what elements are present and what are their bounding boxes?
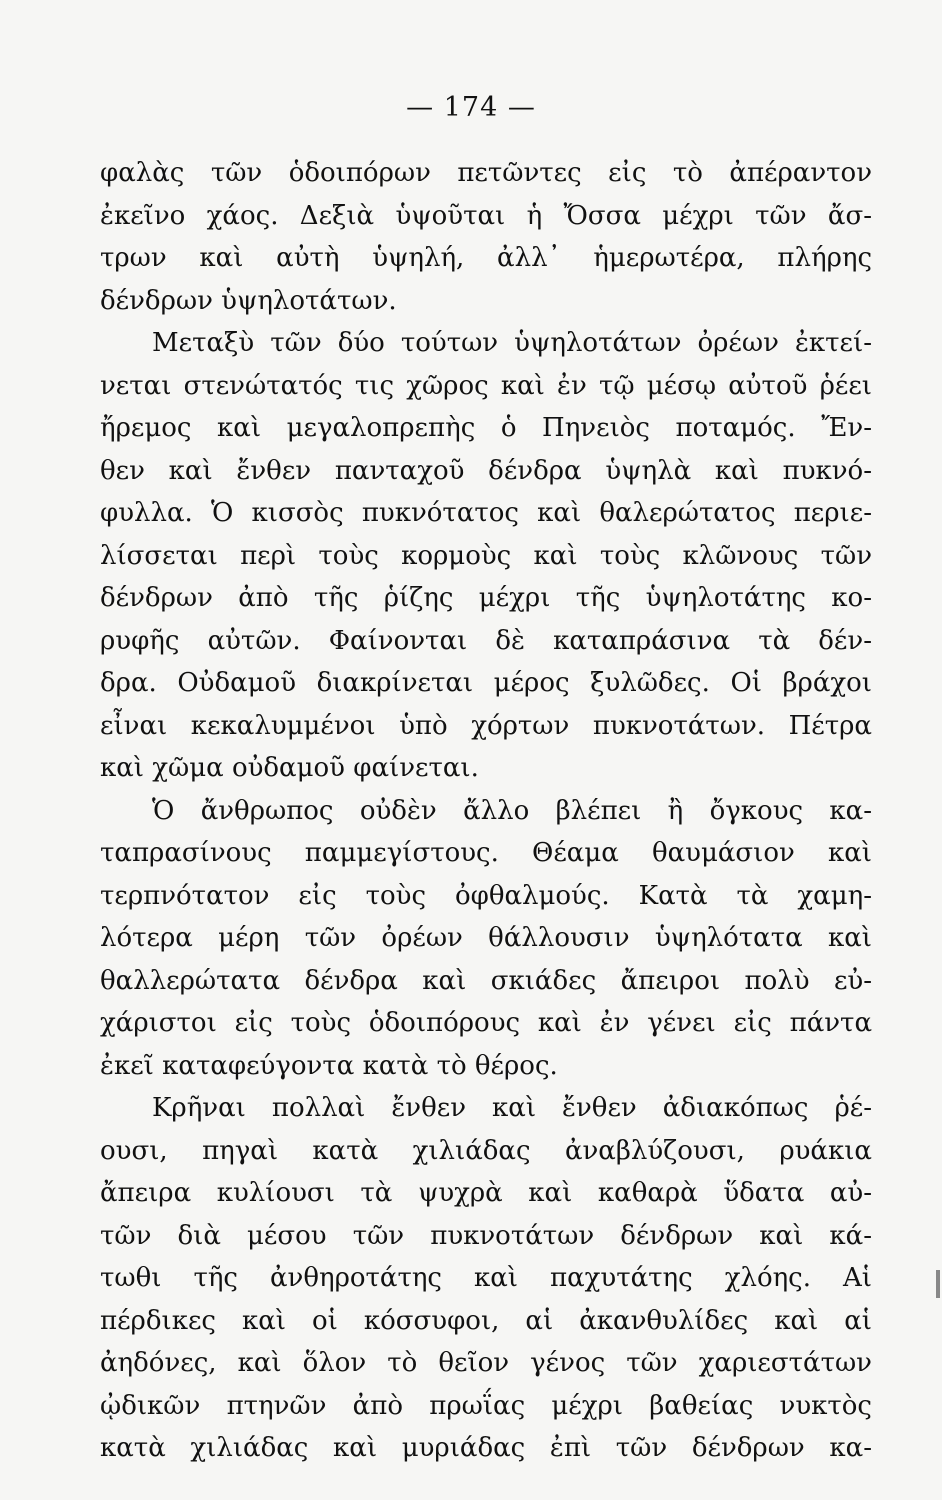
text-line: φαλὰς τῶν ὁδοιπόρων πετῶντες εἰς τὸ ἀπέραντον (100, 158, 872, 188)
text-line: ρυφῆς αὐτῶν. Φαίνονται δὲ καταπράσινα τὰ δέν- (100, 625, 872, 656)
text-line: ἐκεῖ καταφεύγοντα κατὰ τὸ θέρος. (100, 1050, 558, 1081)
text-line: πέρδικες καὶ οἱ κόσσυφοι, αἱ ἀκανθυλίδες καὶ αἱ (100, 1305, 872, 1336)
text-line: ἤρεμος καὶ μεγαλοπρεπὴς ὁ Πηνειὸς ποταμός. Ἔν- (100, 413, 872, 443)
text-line: ταπρασίνους παμμεγίστους. Θέαμα θαυμάσιον καὶ (100, 838, 872, 868)
text-line: κατὰ χιλιάδας καὶ μυριάδας ἐπὶ τῶν δένδρων κα- (100, 1433, 872, 1463)
body-text (100, 152, 872, 1470)
text-line: λότερα μέρη τῶν ὀρέων θάλλουσιν ὑψηλότατα καὶ (100, 923, 872, 953)
text-line: καὶ χῶμα οὐδαμοῦ φαίνεται. (100, 753, 479, 783)
text-line: θεν καὶ ἔνθεν πανταχοῦ δένδρα ὑψηλὰ καὶ πυκνό- (100, 455, 872, 486)
text-line: φυλλα. Ὁ κισσὸς πυκνότατος καὶ θαλερώτατος περιε- (100, 498, 872, 528)
page-edge-mark (936, 1270, 940, 1298)
text-line: Μεταξὺ τῶν δύο τούτων ὑψηλοτάτων ὀρέων ἐκτεί- (152, 328, 872, 358)
text-line: δένδρων ἀπὸ τῆς ῥίζης μέχρι τῆς ὑψηλοτάτης κο- (100, 583, 872, 613)
text-line: ἄπειρα κυλίουσι τὰ ψυχρὰ καὶ καθαρὰ ὕδατα αὐ- (100, 1178, 872, 1208)
text-line: θαλλερώτατα δένδρα καὶ σκιάδες ἄπειροι πολὺ εὐ- (100, 965, 872, 996)
text-line: δένδρων ὑψηλοτάτων. (100, 285, 397, 316)
text-line: ἀηδόνες, καὶ ὅλον τὸ θεῖον γένος τῶν χαριεστάτων (100, 1348, 872, 1378)
text-line: εἶναι κεκαλυμμένοι ὑπὸ χόρτων πυκνοτάτων. Πέτρα (100, 710, 872, 741)
text-line: λίσσεται περὶ τοὺς κορμοὺς καὶ τοὺς κλῶνους τῶν (100, 540, 872, 571)
text-line: νεται στενώτατός τις χῶρος καὶ ἐν τῷ μέσῳ αὐτοῦ ῥέει (100, 370, 872, 401)
text-line: ᾠδικῶν πτηνῶν ἀπὸ πρωΐας μέχρι βαθείας νυκτὸς (100, 1390, 872, 1421)
text-line: τῶν διὰ μέσου τῶν πυκνοτάτων δένδρων καὶ κά- (100, 1220, 872, 1251)
text-line: χάριστοι εἰς τοὺς ὁδοιπόρους καὶ ἐν γένει εἰς πάντα (100, 1008, 872, 1038)
text-line: τρων καὶ αὐτὴ ὑψηλή, ἀλλ᾽ ἡμερωτέρα, πλήρης (100, 243, 872, 273)
text-line: Κρῆναι πολλαὶ ἔνθεν καὶ ἔνθεν ἀδιακόπως ῥέ- (152, 1093, 872, 1123)
text-line: ἐκεῖνο χάος. Δεξιὰ ὑψοῦται ἡ Ὄσσα μέχρι τῶν ἄσ- (100, 200, 872, 231)
text-line: Ὁ ἄνθρωπος οὐδὲν ἄλλο βλέπει ἢ ὄγκους κα- (152, 795, 872, 826)
page-number: — 174 — (406, 92, 536, 123)
text-line: τερπνότατον εἰς τοὺς ὀφθαλμούς. Κατὰ τὰ χαμη- (100, 880, 872, 911)
text-line: τωθι τῆς ἀνθηροτάτης καὶ παχυτάτης χλόης. Αἱ (100, 1263, 872, 1293)
text-line: δρα. Οὐδαμοῦ διακρίνεται μέρος ξυλῶδες. Οἱ βράχοι (100, 668, 872, 698)
text-line: ουσι, πηγαὶ κατὰ χιλιάδας ἀναβλύζουσι, ρυάκια (100, 1135, 872, 1166)
